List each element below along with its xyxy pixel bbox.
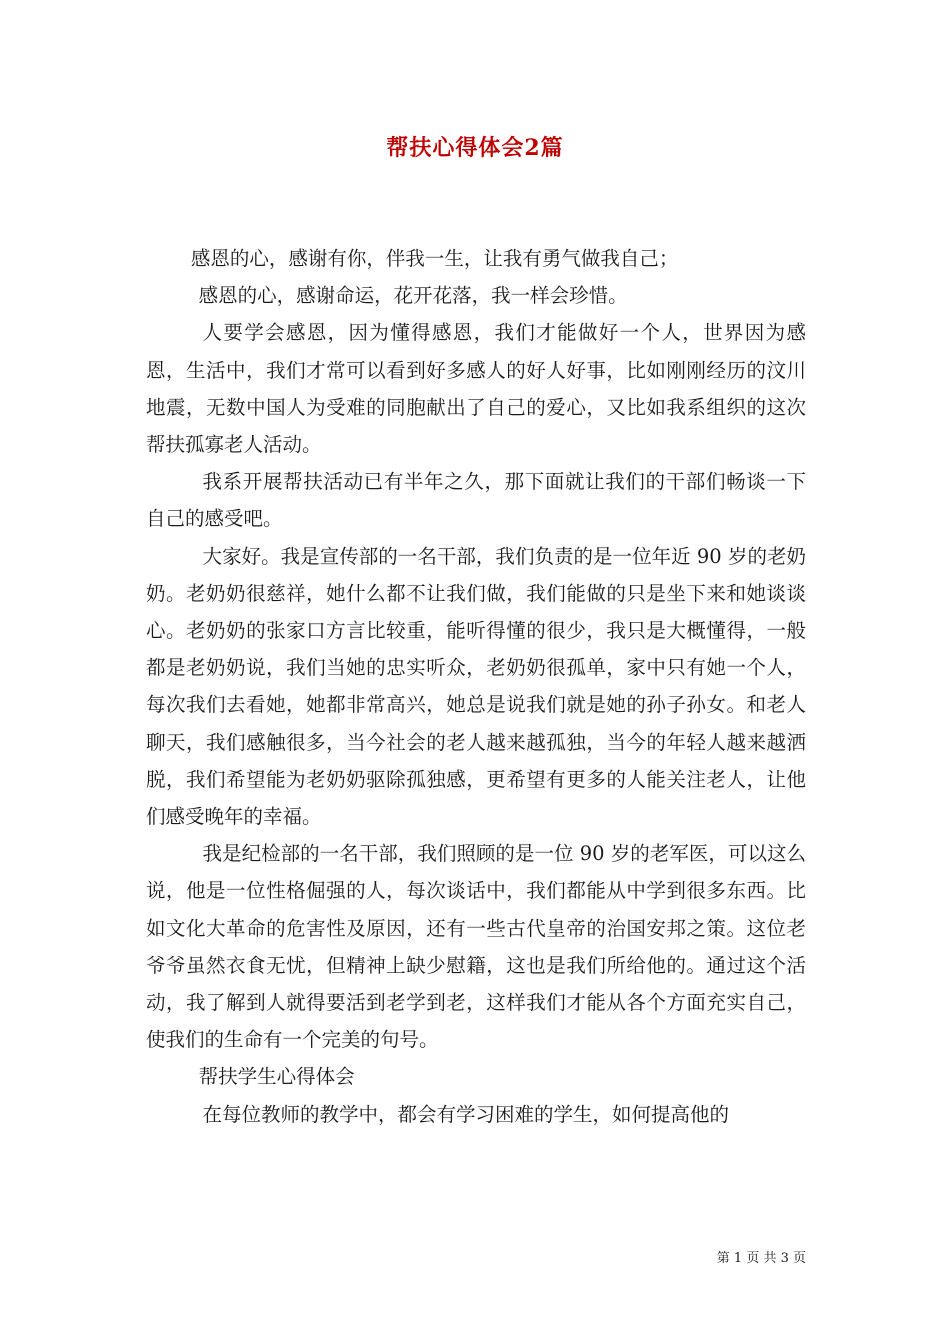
paragraph: 大家好。我是宣传部的一名干部，我们负责的是一位年近 90 岁的老奶奶。老奶奶很慈祥，她什么都不让我们做，我们能做的只是坐下来和她谈谈心。老奶奶的张家口方言比较重，能听得懂的很少，我只是大概懂得，一般都是老奶奶说，我们当她的忠实听众，老奶奶很孤单，家中只有她一个人，每次我们去看她，她都非常高兴，她总是说我们就是她的孙子孙女。和老人聊天，我们感触很多，当今社会的老人越来越孤独，当今的年轻人越来越洒脱，我们希望能为老奶奶驱除孤独感，更希望有更多的人能关注老人，让他们感受晚年的幸福。 <box>146 544 806 829</box>
section-heading: 帮扶学生心得体会 <box>198 1065 355 1089</box>
paragraph: 我系开展帮扶活动已有半年之久，那下面就让我们的干部们畅谈一下自己的感受吧。 <box>146 470 806 531</box>
paragraph: 人要学会感恩，因为懂得感恩，我们才能做好一个人，世界因为感恩，生活中，我们才常可以看到好多感人的好人好事，比如刚刚经历的汶川地震，无数中国人为受难的同胞献出了自己的爱心，又比如我系组织的这次帮扶孤寡老人活动。 <box>146 321 806 457</box>
page-title: 帮扶心得体会2篇 <box>386 135 564 161</box>
paragraph: 感恩的心，感谢命运，花开花落，我一样会珍惜。 <box>198 284 628 308</box>
paragraph: 感恩的心，感谢有你，伴我一生，让我有勇气做我自己； <box>190 247 679 270</box>
paragraph: 在每位教师的教学中，都会有学习困难的学生，如何提高他的 <box>202 1102 730 1126</box>
paragraph: 我是纪检部的一名干部，我们照顾的是一位 90 岁的老军医，可以这么说，他是一位性格倔强的人，每次谈话中，我们都能从中学到很多东西。比如文化大革命的危害性及原因，还有一些古代皇帝的治国安邦之策。这位老爷爷虽然衣食无忧，但精神上缺少慰籍，这也是我们所给他的。通过这个活动，我了解到人就得要活到老学到老，这样我们才能从各个方面充实自己，使我们的生命有一个完美的句号。 <box>146 842 806 1052</box>
document-body <box>146 240 806 1133</box>
page-number-footer: 第 1 页 共 3 页 <box>716 1251 806 1266</box>
